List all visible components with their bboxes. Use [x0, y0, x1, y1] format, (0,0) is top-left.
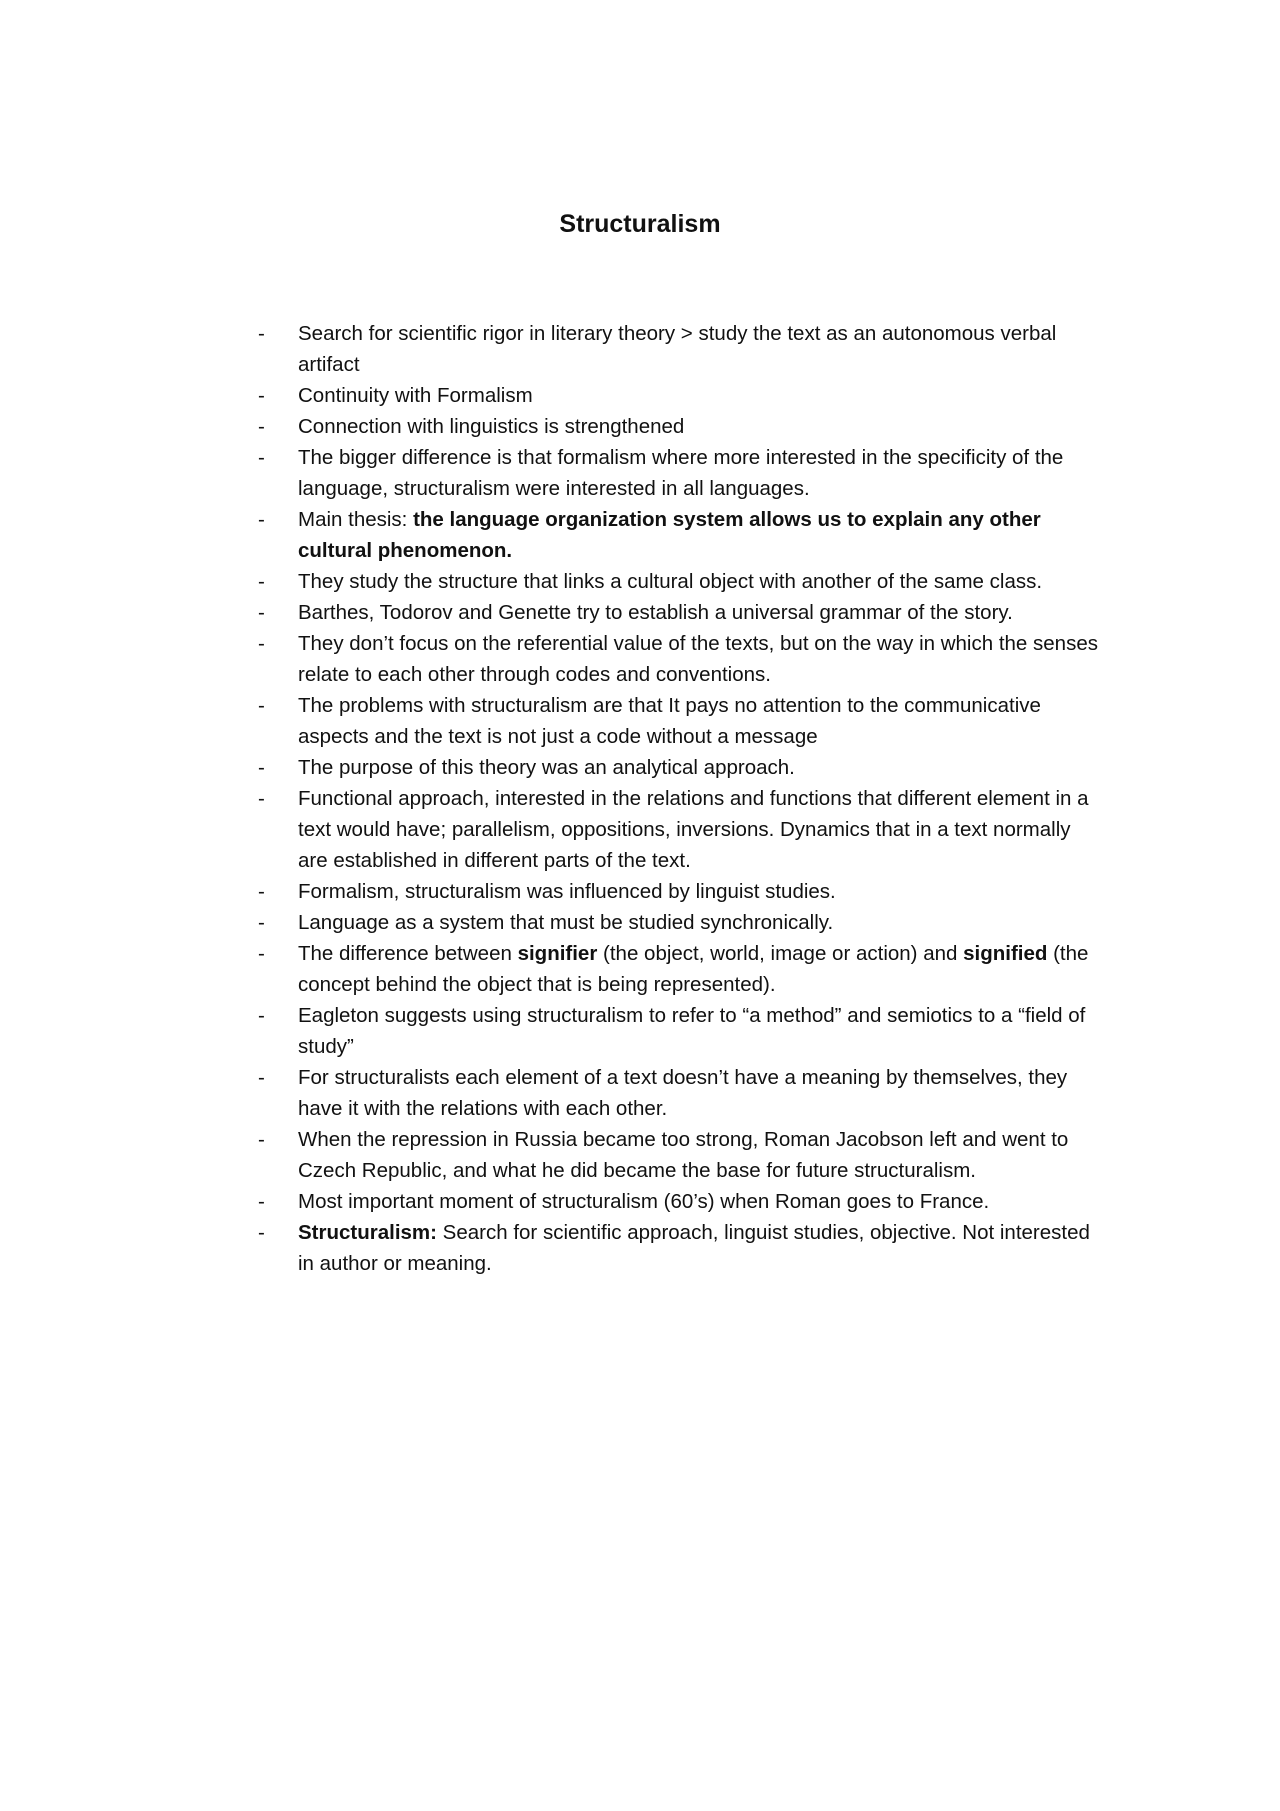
list-item-text — [298, 1128, 1068, 1182]
bullet-dash: - — [258, 508, 265, 531]
page-title: Structuralism — [559, 210, 721, 238]
list-item — [258, 783, 1098, 876]
bullet-dash: - — [258, 880, 265, 903]
text-run: The difference between — [298, 942, 518, 965]
text-run: Continuity with Formalism — [298, 384, 533, 407]
text-run: The bigger difference is that formalism where more interested in the specificity of the language, structuralism were interested in all languages. — [298, 446, 1064, 500]
list-item — [258, 504, 1098, 566]
bullet-dash: - — [258, 1004, 265, 1027]
text-run: Most important moment of structuralism (60’s) when Roman goes to France. — [298, 1190, 990, 1213]
text-run: The purpose of this theory was an analytical approach. — [298, 756, 795, 779]
list-item — [258, 1217, 1098, 1279]
list-item — [258, 318, 1098, 380]
list-item — [258, 1186, 1098, 1217]
list-item-text — [298, 601, 1013, 624]
list-item — [258, 690, 1098, 752]
list-item-text — [298, 942, 1088, 996]
list-item — [258, 566, 1098, 597]
bold-text: signifier — [517, 942, 598, 965]
text-run: The problems with structuralism are that It pays no attention to the communicative aspects and the text is not just a code without a message — [298, 694, 1041, 748]
list-item — [258, 1062, 1098, 1124]
text-run: Search for scientific rigor in literary theory > study the text as an autonomous verbal artifact — [298, 322, 1057, 376]
text-run: Search for scientific approach, linguist studies, objective. Not interested in author or meaning. — [298, 1221, 1090, 1275]
bullet-dash: - — [258, 415, 265, 438]
notes-list — [258, 318, 1098, 1279]
text-run: Eagleton suggests using structuralism to refer to “a method” and semiotics to a “field of study” — [298, 1004, 1086, 1058]
text-run: Connection with linguistics is strengthened — [298, 415, 685, 438]
list-item — [258, 907, 1098, 938]
bullet-dash: - — [258, 384, 265, 407]
bold-text: signified — [963, 942, 1048, 965]
bullet-dash: - — [258, 942, 265, 965]
text-run: When the repression in Russia became too strong, Roman Jacobson left and went to Czech Republic, and what he did became the base for future structuralism. — [298, 1128, 1069, 1182]
bold-text: Structuralism: — [298, 1221, 437, 1244]
list-item — [258, 597, 1098, 628]
bullet-dash: - — [258, 1190, 265, 1213]
text-run: Language as a system that must be studied synchronically. — [298, 911, 834, 934]
bullet-dash: - — [258, 570, 265, 593]
bullet-dash: - — [258, 632, 265, 655]
text-run: Barthes, Todorov and Genette try to establish a universal grammar of the story. — [298, 601, 1013, 624]
list-item — [258, 752, 1098, 783]
list-item-text — [298, 508, 1041, 562]
bullet-dash: - — [258, 787, 265, 810]
bullet-dash: - — [258, 1066, 265, 1089]
list-item-text — [298, 1066, 1067, 1120]
bullet-dash: - — [258, 911, 265, 934]
list-item-text — [298, 446, 1063, 500]
list-item — [258, 442, 1098, 504]
list-item-text — [298, 756, 795, 779]
bullet-dash: - — [258, 756, 265, 779]
bullet-dash: - — [258, 322, 265, 345]
text-run: They don’t focus on the referential value of the texts, but on the way in which the senses relate to each other through codes and conventions. — [298, 632, 1098, 686]
bullet-dash: - — [258, 1221, 265, 1244]
list-item-text — [298, 694, 1041, 748]
text-run: Main thesis: — [298, 508, 414, 531]
bullet-dash: - — [258, 446, 265, 469]
list-item-text — [298, 880, 836, 903]
list-item-text — [298, 415, 684, 438]
list-item-text — [298, 322, 1056, 376]
list-item-text — [298, 632, 1098, 686]
text-run: Functional approach, interested in the relations and functions that different element in a text would have; parallelism, oppositions, inversions. Dynamics that in a text normally are established in different parts of the text. — [298, 787, 1089, 872]
list-item — [258, 380, 1098, 411]
list-item — [258, 1124, 1098, 1186]
list-item-text — [298, 1004, 1085, 1058]
bullet-dash: - — [258, 1128, 265, 1151]
text-run: They study the structure that links a cultural object with another of the same class. — [298, 570, 1043, 593]
list-item-text — [298, 1190, 989, 1213]
list-item — [258, 411, 1098, 442]
text-run: (the object, world, image or action) and — [597, 942, 964, 965]
list-item — [258, 876, 1098, 907]
text-run: Formalism, structuralism was influenced by linguist studies. — [298, 880, 836, 903]
bullet-dash: - — [258, 601, 265, 624]
list-item — [258, 628, 1098, 690]
text-run: (the concept behind the object that is being represented). — [298, 942, 1089, 996]
list-item-text — [298, 911, 833, 934]
list-item-text — [298, 384, 533, 407]
list-item-text — [298, 570, 1042, 593]
list-item — [258, 1000, 1098, 1062]
list-item — [258, 938, 1098, 1000]
list-item-text — [298, 787, 1089, 872]
bold-text: the language organization system allows us to explain any other cultural phenomenon. — [298, 508, 1041, 562]
list-item-text — [298, 1221, 1090, 1275]
text-run: For structuralists each element of a text doesn’t have a meaning by themselves, they have it with the relations with each other. — [298, 1066, 1068, 1120]
bullet-dash: - — [258, 694, 265, 717]
